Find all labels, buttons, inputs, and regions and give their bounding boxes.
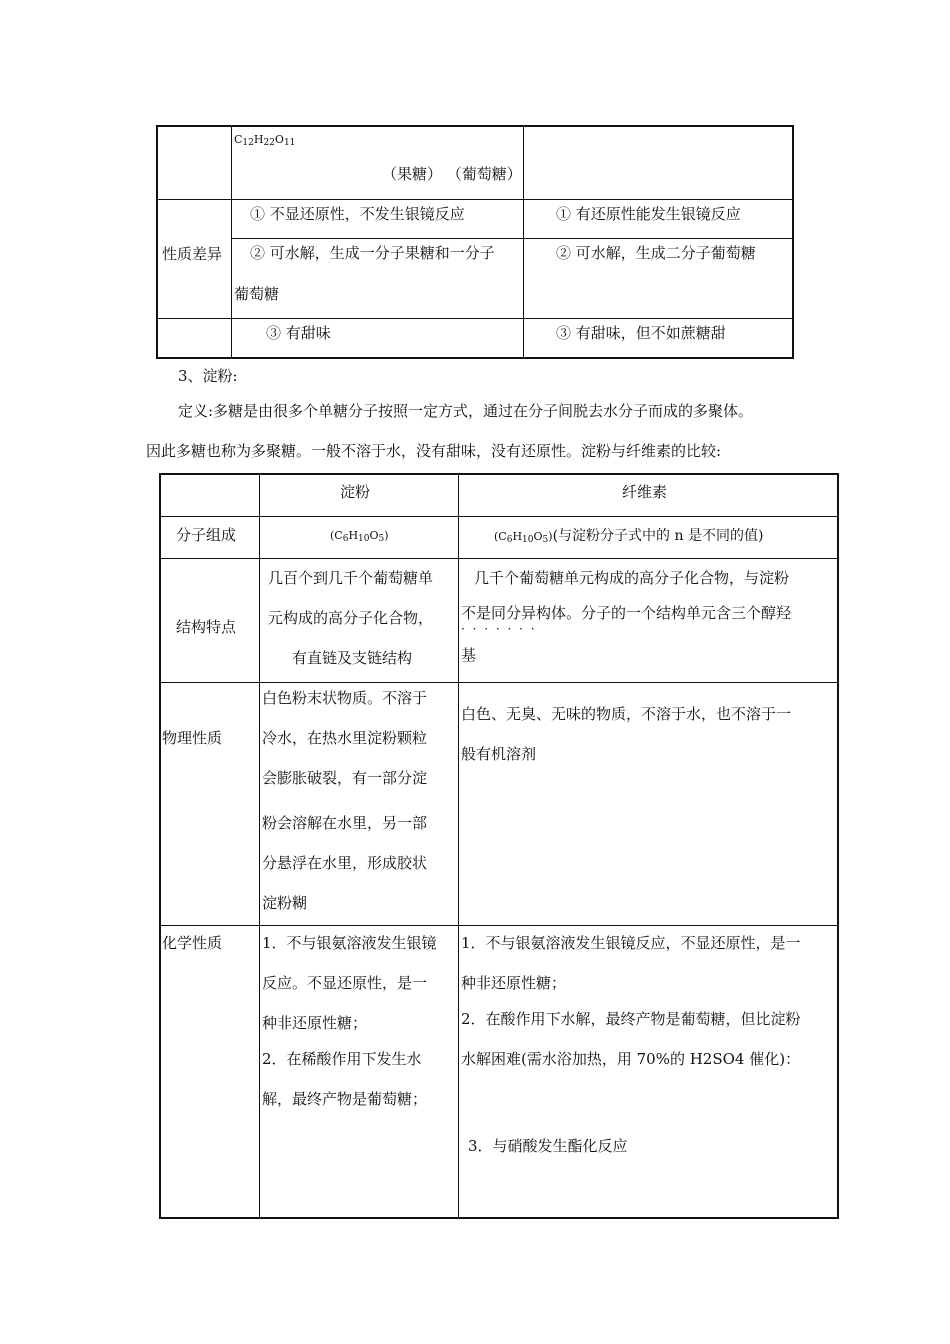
cellulose-chemical-1: 1．不与银氨溶液发生银镜反应，不显还原性，是一 bbox=[461, 934, 801, 952]
cellulose-physical-1: 白色、无臭、无味的物质，不溶于水，也不溶于一 bbox=[461, 705, 792, 723]
starch-composition: $(C_6H_{10}O_5)$ bbox=[330, 529, 389, 544]
label-physical: 物理性质 bbox=[162, 729, 223, 747]
cellulose-chemical-4: 水解困难(需水浴加热，用 70%的 H2SO4 催化)： bbox=[461, 1050, 801, 1068]
section-heading-starch: 3、淀粉: bbox=[178, 367, 238, 385]
sucrose-property-2b: 葡萄糖 bbox=[234, 285, 280, 303]
starch-chemical-2: 反应。不显还原性，是一 bbox=[262, 974, 428, 992]
sucrose-property-1: ① 不显还原性，不发生银镜反应 bbox=[250, 205, 465, 223]
starch-structure-3: 有直链及支链结构 bbox=[292, 649, 413, 667]
starch-chemical-5: 解，最终产物是葡萄糖； bbox=[262, 1090, 428, 1108]
starch-physical-1: 白色粉末状物质。不溶于 bbox=[262, 689, 428, 707]
cellulose-structure-3: 基 bbox=[461, 646, 477, 664]
hydrolysis-products: （果糖） （葡萄糖） bbox=[382, 165, 522, 183]
sucrose-property-2a: ② 可水解，生成一分子果糖和一分子 bbox=[250, 244, 495, 262]
starch-physical-2: 冷水，在热水里淀粉颗粒 bbox=[262, 729, 428, 747]
header-starch: 淀粉 bbox=[340, 483, 371, 501]
definition-line-2: 因此多糖也称为多聚糖。一般不溶于水，没有甜味，没有还原性。淀粉与纤维素的比较: bbox=[146, 442, 722, 460]
formula-sucrose: $C_{12}H_{22}O_{11}$ bbox=[234, 133, 296, 148]
definition-line-1: 定义:多糖是由很多个单糖分子按照一定方式，通过在分子间脱去水分子而成的多聚体。 bbox=[178, 402, 754, 420]
starch-physical-3: 会膨胀破裂，有一部分淀 bbox=[262, 769, 428, 787]
starch-physical-6: 淀粉糊 bbox=[262, 894, 308, 912]
sucrose-property-3: ③ 有甜味 bbox=[266, 324, 331, 342]
starch-physical-4: 粉会溶解在水里，另一部 bbox=[262, 814, 428, 832]
starch-chemical-3: 种非还原性糖； bbox=[262, 1014, 368, 1032]
label-structure: 结构特点 bbox=[176, 618, 237, 636]
cellulose-composition: $(C_6H_{10}O_5)$(与淀粉分子式中的 n 是不同的值) bbox=[494, 528, 764, 545]
cellulose-physical-2: 般有机溶剂 bbox=[461, 745, 537, 763]
header-cellulose: 纤维素 bbox=[622, 483, 668, 501]
maltose-property-2: ② 可水解，生成二分子葡萄糖 bbox=[556, 244, 756, 262]
cellulose-structure-1: 几千个葡萄糖单元构成的高分子化合物，与淀粉 bbox=[474, 569, 790, 587]
label-composition: 分子组成 bbox=[176, 526, 237, 544]
starch-chemical-1: 1．不与银氨溶液发生银镜 bbox=[262, 934, 437, 952]
maltose-property-1: ① 有还原性能发生银镜反应 bbox=[556, 205, 741, 223]
starch-physical-5: 分悬浮在水里，形成胶状 bbox=[262, 854, 428, 872]
label-chemical: 化学性质 bbox=[162, 934, 223, 952]
cellulose-structure-2: 不是同分异构体。分子的一个结构单元含三个醇羟 · · · bbox=[461, 603, 950, 623]
starch-chemical-4: 2．在稀酸作用下发生水 bbox=[262, 1050, 422, 1068]
starch-structure-2: 元构成的高分子化合物， bbox=[268, 609, 434, 627]
maltose-property-3: ③ 有甜味，但不如蔗糖甜 bbox=[556, 324, 726, 342]
cellulose-chemical-3: 2．在酸作用下水解，最终产物是葡萄糖，但比淀粉 bbox=[461, 1010, 801, 1028]
row-label-property-difference: 性质差异 bbox=[162, 245, 223, 263]
cellulose-chemical-5: 3．与硝酸发生酯化反应 bbox=[468, 1137, 628, 1155]
cellulose-chemical-2: 种非还原性糖； bbox=[461, 974, 567, 992]
starch-structure-1: 几百个到几千个葡萄糖单 bbox=[268, 569, 434, 587]
